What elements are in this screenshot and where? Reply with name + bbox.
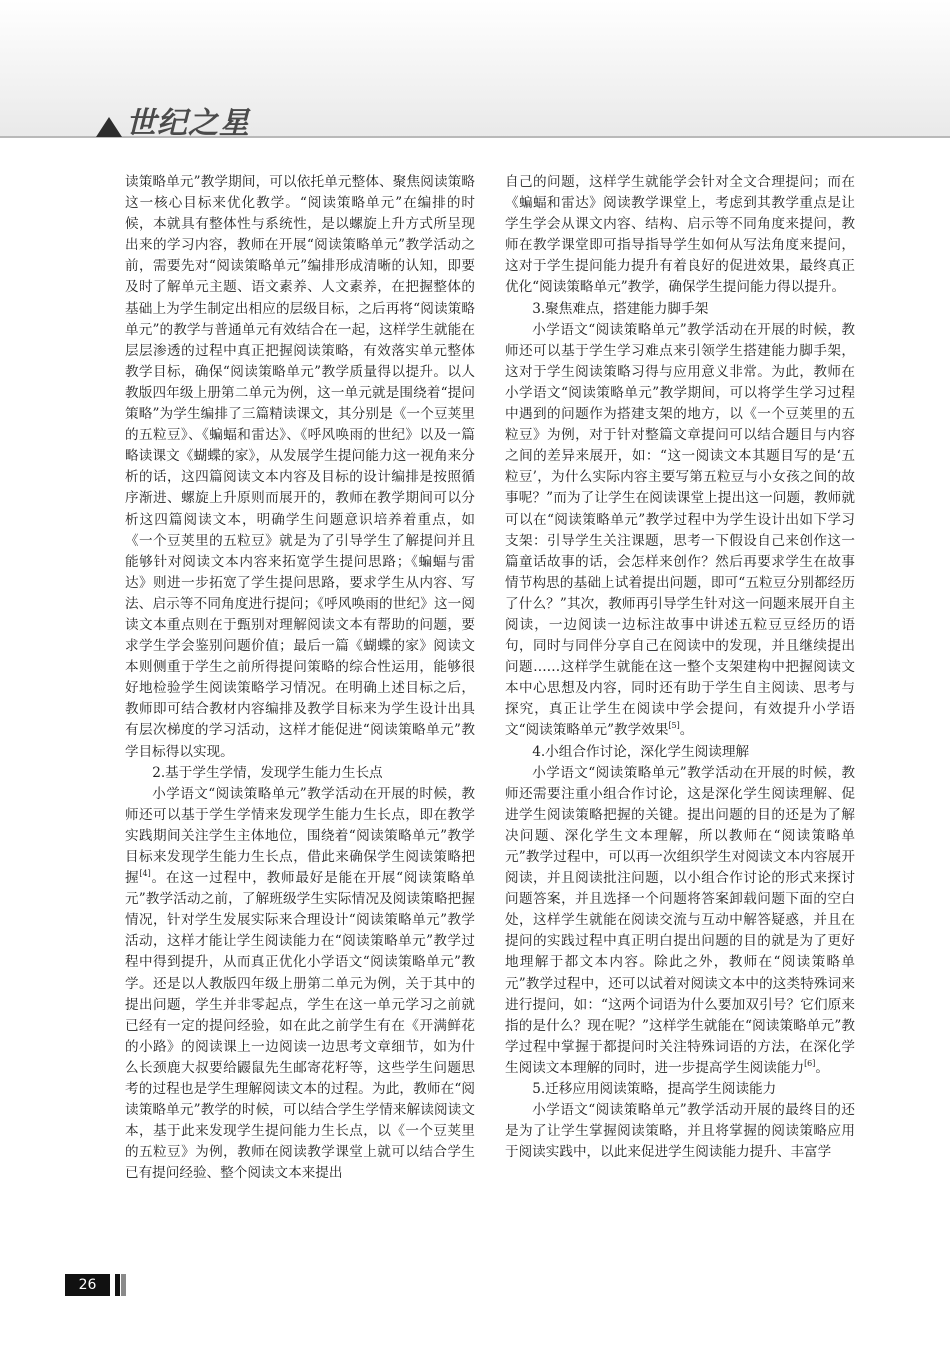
paragraph [125, 784, 475, 1185]
paragraph-text: 小学语文“阅读策略单元”教学活动在开展的时候，教师还可以基于学生学情来发现学生能力生长点，即在教学实践期间关注学生主体地位，围绕着“阅读策略单元”教学目标来发现学生能力生长点，借此来确保学生阅读策略把握 [125, 785, 475, 887]
section-heading: 2.基于学生学情，发现学生能力生长点 [152, 764, 383, 781]
footer-bar [115, 1274, 120, 1296]
paragraph-text: 。 [679, 722, 694, 739]
citation-ref: [4] [139, 869, 151, 879]
section-heading: 3.聚焦难点，搭建能力脚手架 [532, 300, 709, 317]
section-heading: 5.迁移应用阅读策略，提高学生阅读能力 [532, 1081, 777, 1098]
brand-logo: 世纪之星 [126, 106, 250, 141]
paragraph: 自己的问题，这样学生就能学会针对全文合理提问；而在《蝙蝠和雷达》阅读教学课堂上，考虑到其教学重点是让学生学会从课文内容、结构、启示等不同角度来提问，教师在教学课堂即可指导指导学生如何从写法角度来提问，这对于学生提问能力提升有着良好的促进效果，最终真正优化“阅读策略单元”教学，确保学生提问能力得以提升。 [505, 174, 855, 296]
paragraph: 读策略单元”教学期间，可以依托单元整体、聚焦阅读策略这一核心目标来优化教学。“阅读策略单元”在编排的时候，本就具有整体性与系统性，是以螺旋上升方式所呈现出来的学习内容，教师在开展“阅读策略单元”教学活动之前，需要先对“阅读策略单元”编排形成清晰的认知，即要及时了解单元主题、语文素养、人文素养，在把握整体的基础上为学生制定出相应的层级目标，之后再将“阅读策略单元”的教学与普通单元有效结合在一起，这样学生就能在层层渗透的过程中真正把握阅读策略，有效落实单元整体教学目标，确保“阅读策略单元”教学质量得以提升。以人教版四年级上册第二单元为例，这一单元就是围绕着“提问策略”为学生编排了三篇精读课文，其分别是《一个豆荚里的五粒豆》、《蝙蝠和雷达》、《呼风唤雨的世纪》以及一篇略读课文《蝴蝶的家》，从发展学生提问能力这一视角来分析的话，这四篇阅读文本内容及目标的设计编排是按照循序渐进、螺旋上升原则而展开的，教师在教学期间可以分析这四篇阅读文本，明确学生问题意识培养着重点，如《一个豆荚里的五粒豆》就是为了引导学生了解提问并且能够针对阅读文本内容来拓宽学生提问思路；《蝙蝠与雷达》则进一步拓宽了学生提问思路，要求学生从内容、写法、启示等不同角度进行提问；《呼风唤雨的世纪》这一阅读文本重点则在于甄别对理解阅读文本有帮助的问题，要求学生学会鉴别问题价值；最后一篇《蝴蝶的家》阅读文本则侧重于学生之前所得提问策略的综合性运用，能够很好地检验学生阅读策略学习情况。在明确上述目标之后，教师即可结合教材内容编排及教学目标来为学生设计出具有层次梯度的学习活动，这样才能促进“阅读策略单元”教学目标得以实现。 [125, 174, 475, 760]
header-triangle-icon [96, 117, 122, 137]
paragraph: 小学语文“阅读策略单元”教学活动开展的最终目的还是为了让学生掌握阅读策略，并且将掌握的阅读策略应用于阅读实践中，以此来促进学生阅读能力提升、丰富学 [505, 1102, 855, 1161]
paragraph-text: 小学语文“阅读策略单元”教学活动在开展的时候，教师还需要注重小组合作讨论，这是深化学生阅读理解、促进学生阅读策略把握的关键。提出问题的目的还是为了解决问题、深化学生文本理解，所以教师在“阅读策略单元”教学过程中，可以再一次组织学生对阅读文本内容展开阅读，并且阅读批注问题，以小组合作讨论的形式来探讨问题答案，并且选择一个问题将答案卸载问题下面的空白处，这样学生就能在阅读交流与互动中解答疑惑，并且在提问的实践过程中真正明白提出问题的目的就是为了更好地理解于都文本内容。除此之外，教师在“阅读策略单元”教学过程中，还可以试着对阅读文本中的这类特殊词来进行提问，如：“这两个词语为什么要加双引号？它们原来指的是什么？现在呢？”这样学生就能在“阅读策略单元”教学过程中掌握于都提问时关注特殊词语的方法，在深化学生阅读文本理解的同时，进一步提高学生阅读能力 [505, 764, 855, 1076]
paragraph [505, 320, 855, 742]
paragraph-text: 。 [815, 1059, 829, 1076]
page-header [0, 0, 950, 145]
paragraph-text: 。在这一过程中，教师最好是能在开展“阅读策略单元”教学活动之前，了解班级学生实际情况及阅读策略把握情况，针对学生发展实际来合理设计“阅读策略单元”教学活动，这样才能让学生阅读能力在“阅读策略单元”教学过程中得到提升，从而真正优化小学语文“阅读策略单元”教学。还是以人教版四年级上册第二单元为例，关于其中的提出问题，学生并非零起点，学生在这一单元学习之前就已经有一定的提问经验，如在此之前学生有在《开满鲜花的小路》的阅读课上一边阅读一边思考文章细节，如为什么长颈鹿大叔要给鼹鼠先生邮寄花籽等，这些学生问题思考的过程也是学生理解阅读文本的过程。为此，教师在“阅读策略单元”教学的时候，可以结合学生学情来解读阅读文本，基于此来发现学生提问能力生长点，以《一个豆荚里的五粒豆》为例，教师在阅读教学课堂上就可以结合学生已有提问经验、整个阅读文本来提出 [125, 870, 475, 1182]
citation-ref: [5] [668, 721, 680, 731]
section-heading: 4.小组合作讨论，深化学生阅读理解 [532, 743, 750, 760]
left-column [125, 172, 475, 1185]
citation-ref: [6] [804, 1058, 816, 1068]
footer-bar [121, 1274, 126, 1296]
paragraph-text: 小学语文“阅读策略单元”教学活动在开展的时候，教师还可以基于学生学习难点来引领学生搭建能力脚手架，这对于学生阅读策略习得与应用意义非常。为此，教师在小学语文“阅读策略单元”教学期间，可以将学生学习过程中遇到的问题作为搭建支架的地方，以《一个豆荚里的五粒豆》为例，对于针对整篇文章提问可以结合题目与内容之间的差异来展开，如：“这一阅读文本其题目写的是‘五粒豆’，为什么实际内容主要写第五粒豆与小女孩之间的故事呢？”而为了让学生在阅读课堂上提出这一问题，教师就可以在“阅读策略单元”教学过程中为学生设计出如下学习支架：引导学生关注课题，思考一下假设自己来创作这一篇童话故事的话，会怎样来创作？然后再要求学生在故事情节构思的基础上试着提出问题，即可“五粒豆分别都经历了什么？”其次，教师再引导学生针对这一问题来展开自主阅读，一边阅读一边标注故事中讲述五粒豆豆经历的语句，同时与同伴分享自己在阅读中的发现，并且继续提出问题……这样学生就能在这一整个支架建构中把握阅读文本中心思想及内容，同时还有助于学生自主阅读、思考与探究，真正让学生在阅读中学会提问，有效提升小学语文“阅读策略单元”教学效果 [505, 321, 855, 739]
paragraph [505, 763, 855, 1079]
right-column [505, 172, 855, 1163]
page-number: 26 [65, 1274, 110, 1296]
